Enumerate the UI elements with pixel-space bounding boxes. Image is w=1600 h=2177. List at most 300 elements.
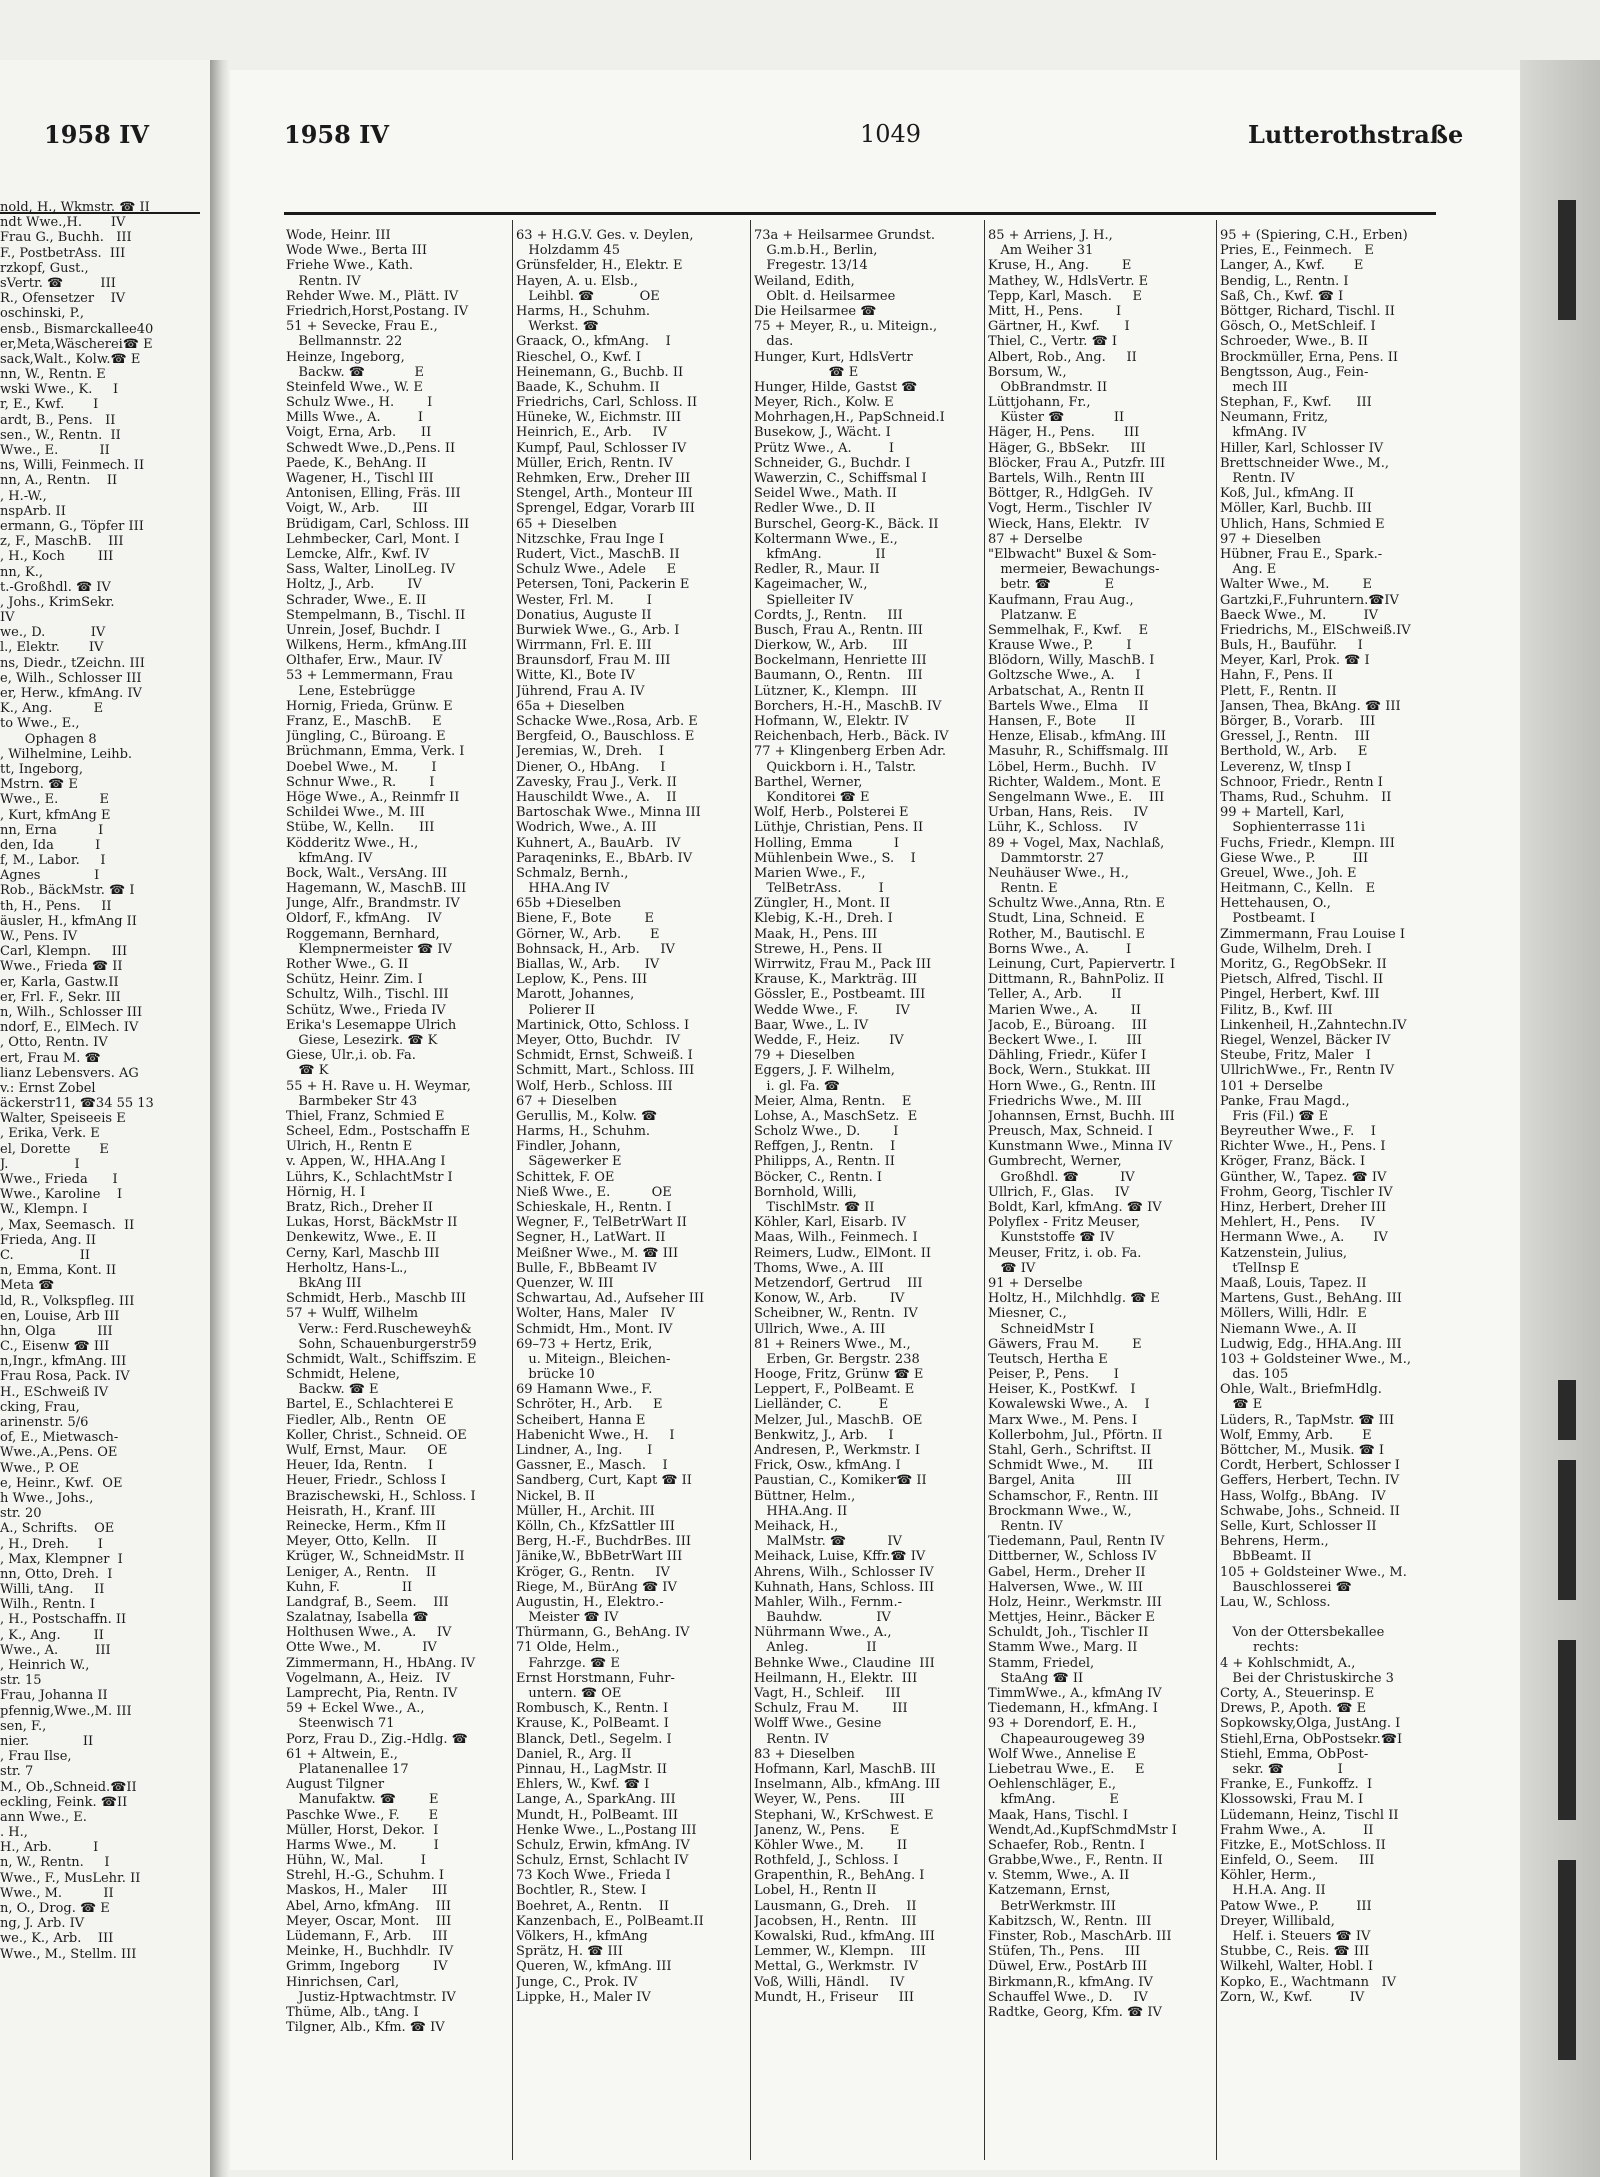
directory-entry: F., PostbetrAss. III: [0, 245, 126, 261]
directory-entry: Eggers, J. F. Wilhelm,: [754, 1063, 895, 1079]
directory-entry: Sägewerker E: [516, 1154, 622, 1170]
directory-entry: K., Ang. E: [0, 701, 104, 717]
directory-entry: Rehmken, Erw., Dreher III: [516, 471, 691, 486]
directory-entry: Hahn, F., Pens. II: [1220, 668, 1333, 684]
directory-entry: Frau, Johanna II: [0, 1688, 108, 1704]
directory-entry: Pinnau, H., LagMstr. II: [516, 1761, 668, 1777]
directory-entry: ensb., Bismarckallee40: [0, 321, 154, 337]
directory-entry: Grimm, Ingeborg IV: [286, 1959, 448, 1975]
directory-entry: ☎ E: [1220, 1397, 1263, 1413]
directory-entry: n, W., Rentn. I: [0, 1855, 110, 1871]
directory-entry: Düwel, Erw., PostArb III: [988, 1959, 1148, 1975]
directory-entry: SchneidMstr I: [988, 1321, 1095, 1337]
directory-entry: str. 20: [0, 1506, 42, 1522]
directory-entry: Drews, P., Apoth. ☎ E: [1220, 1701, 1367, 1717]
directory-entry: Erika's Lesemappe Ulrich: [286, 1017, 457, 1033]
directory-entry: Jüngling, C., Büroang. E: [286, 729, 446, 745]
directory-entry: Thiel, C., Vertr. ☎ I: [988, 334, 1118, 350]
directory-entry: Filitz, B., Kwf. III: [1220, 1002, 1333, 1018]
directory-entry: 95 + (Spiering, C.H., Erben): [1220, 228, 1408, 243]
left-page-header: 1958 IV: [44, 120, 149, 149]
directory-entry: Landgraf, B., Seem. III: [286, 1594, 449, 1610]
directory-entry: Wulf, Ernst, Maur. OE: [286, 1443, 448, 1458]
directory-entry: Wwe., M. II: [0, 1885, 114, 1901]
directory-entry: Birkmann,R., kfmAng. IV: [988, 1974, 1153, 1990]
directory-entry: Henze, Elisab., kfmAng. III: [988, 729, 1166, 745]
directory-entry: we., D. IV: [0, 625, 106, 641]
directory-entry: 4 + Kohlschmidt, A.,: [1220, 1655, 1356, 1671]
directory-entry: Richter Wwe., H., Pens. I: [1220, 1139, 1386, 1155]
directory-entry: Kageimacher, W.,: [754, 577, 868, 593]
directory-entry: Borchers, H.-H., MaschB. IV: [754, 698, 942, 714]
directory-entry: Gerullis, M., Kolw. ☎: [516, 1108, 658, 1124]
directory-entry: 67 + Dieselben: [516, 1093, 617, 1109]
directory-entry: Lau, W., Schloss.: [1220, 1594, 1331, 1610]
directory-entry: eckling, Feink. ☎II: [0, 1794, 128, 1810]
directory-entry: Reffgen, J., Rentn. I: [754, 1139, 896, 1155]
directory-entry: Voß, Willi, Händl. IV: [754, 1974, 905, 1990]
directory-entry: Wedde, F., Heiz. IV: [754, 1032, 904, 1048]
directory-entry: Pietsch, Alfred, Tischl. II: [1220, 972, 1384, 988]
directory-entry: Wolff Wwe., Gesine: [754, 1716, 882, 1732]
directory-entry: Antonisen, Elling, Fräs. III: [286, 486, 461, 502]
directory-entry: Lobel, H., Rentn II: [754, 1883, 877, 1899]
directory-entry: Brüchmann, Emma, Verk. I: [286, 744, 465, 760]
directory-entry: Schieskale, H., Rentn. I: [516, 1200, 672, 1215]
directory-entry: Rentn. IV: [988, 1518, 1063, 1534]
directory-entry: Fuchs, Friedr., Klempn. III: [1220, 835, 1395, 851]
directory-entry: Porz, Frau D., Zig.-Hdlg. ☎: [286, 1731, 468, 1747]
directory-entry: Plett, F., Rentn. II: [1220, 683, 1337, 699]
directory-entry: Lührs, K., SchlachtMstr I: [286, 1169, 453, 1185]
directory-entry: Wester, Frl. M. I: [516, 592, 652, 608]
directory-entry: Schaefer, Rob., Rentn. I: [988, 1837, 1145, 1853]
directory-entry: we., K., Arb. III: [0, 1931, 114, 1947]
directory-entry: Wirrmann, Frl. E. III: [516, 638, 652, 654]
directory-entry: Walter Wwe., M. E: [1220, 577, 1372, 593]
directory-column-2: [516, 228, 748, 2158]
directory-entry: Beyreuther Wwe., F. I: [1220, 1124, 1376, 1140]
directory-entry: Häger, G., BbSekr. III: [988, 440, 1146, 456]
directory-entry: , Heinrich W.,: [0, 1658, 90, 1673]
directory-entry: Neuhäuser Wwe., H.,: [988, 865, 1129, 881]
directory-entry: Paraqeninks, E., BbArb. IV: [516, 850, 693, 866]
directory-entry: kfmAng. E: [988, 1792, 1119, 1808]
directory-entry: Hettehausen, O.,: [1220, 896, 1331, 912]
directory-entry: Krause, K., PolBeamt. I: [516, 1716, 669, 1732]
book-gutter: [210, 60, 230, 2177]
directory-entry: Biene, F., Bote E: [516, 911, 654, 927]
directory-entry: 57 + Wulff, Wilhelm: [286, 1306, 419, 1322]
directory-entry: Heisrath, H., Kranf. III: [286, 1503, 436, 1519]
directory-entry: Denkewitz, Wwe., E. II: [286, 1230, 437, 1246]
directory-entry: Bohnsack, H., Arb. IV: [516, 941, 675, 957]
directory-entry: Cordts, J., Rentn. III: [754, 607, 903, 623]
directory-column-5: [1220, 228, 1446, 2158]
directory-entry: Gressel, J., Rentn. III: [1220, 729, 1370, 745]
directory-entry: Greuel, Wwe., Joh. E: [1220, 865, 1357, 881]
directory-entry: 61 + Altwein, E.,: [286, 1746, 398, 1762]
directory-entry: Sophienterrasse 11i: [1220, 820, 1366, 836]
directory-entry: Häger, H., Pens. III: [988, 425, 1140, 441]
directory-entry: Friedrichs, Carl, Schloss. II: [516, 395, 698, 411]
directory-entry: Hübner, Frau E., Spark.-: [1220, 546, 1383, 562]
directory-entry: Hayen, A. u. Elsb.,: [516, 273, 638, 289]
directory-entry: Seidel Wwe., Math. II: [754, 486, 897, 502]
directory-entry: , Kurt, kfmAng E: [0, 807, 111, 823]
directory-entry: Dierkow, W., Arb. III: [754, 638, 908, 654]
directory-entry: , H., Postschaffn. II: [0, 1612, 127, 1628]
directory-entry: Boldt, Karl, kfmAng. ☎ IV: [988, 1200, 1162, 1215]
directory-entry: Cordt, Herbert, Schlosser I: [1220, 1458, 1400, 1474]
directory-entry: Böttger, R., HdlgGeh. IV: [988, 486, 1153, 502]
directory-entry: H., ESchweiß IV: [0, 1384, 109, 1400]
directory-entry: Wolf, Herb., Polsterei E: [754, 805, 909, 821]
directory-entry: Schulz, Frau M. III: [754, 1701, 908, 1717]
directory-entry: Höge Wwe., A., Reinmfr II: [286, 789, 460, 805]
directory-entry: Backw. ☎ E: [286, 1382, 379, 1398]
directory-entry: Behnke Wwe., Claudine III: [754, 1655, 935, 1671]
directory-entry: sekr. ☎ I: [1220, 1761, 1343, 1777]
directory-entry: Koller, Christ., Schneid. OE: [286, 1427, 467, 1443]
directory-entry: Leverenz, W, tInsp I: [1220, 759, 1352, 775]
directory-entry: Quenzer, W. III: [516, 1275, 614, 1291]
directory-entry: ardt, B., Pens. II: [0, 412, 116, 428]
directory-entry: Kanzenbach, E., PolBeamt.II: [516, 1913, 704, 1929]
directory-entry: , H., Koch III: [0, 549, 114, 565]
directory-entry: Dittmann, R., BahnPoliz. II: [988, 972, 1165, 988]
directory-entry: Wolf, Herb., Schloss. III: [516, 1078, 673, 1094]
directory-entry: Harms Wwe., M. I: [286, 1837, 439, 1853]
directory-entry: Janenz, W., Pens. E: [754, 1822, 900, 1838]
directory-entry: Kruse, H., Ang. E: [988, 258, 1132, 274]
directory-entry: Bartels Wwe., Elma II: [988, 698, 1149, 714]
directory-entry: Klebig, K.-H., Dreh. I: [754, 911, 893, 927]
directory-entry: Wwe., M., Stellm. III: [0, 1946, 137, 1962]
directory-entry: 73 Koch Wwe., Frieda I: [516, 1868, 671, 1884]
directory-entry: Justiz-Hptwachtmstr. IV: [286, 1989, 456, 2005]
directory-entry: Dähling, Friedr., Küfer I: [988, 1048, 1147, 1064]
directory-entry: Baeck Wwe., M. IV: [1220, 607, 1379, 623]
directory-entry: H.H.A. Ang. II: [1220, 1883, 1326, 1899]
directory-entry: 51 + Sevecke, Frau E.,: [286, 319, 438, 335]
directory-entry: Bargel, Anita III: [988, 1473, 1132, 1489]
directory-entry: Schneider, G., Buchdr. I: [754, 455, 911, 471]
directory-entry: Grapenthin, R., BehAng. I: [754, 1868, 925, 1884]
directory-entry: 65 + Dieselben: [516, 516, 617, 532]
directory-entry: Jeremias, W., Dreh. I: [516, 744, 664, 760]
directory-entry: Ulrich, H., Rentn E: [286, 1139, 413, 1155]
directory-entry: Vogelmann, A., Heiz. IV: [286, 1670, 451, 1686]
directory-entry: Junge, Alfr., Brandmstr. IV: [286, 896, 460, 912]
directory-entry: u. Miteign., Bleichen-: [516, 1351, 671, 1367]
directory-entry: R., Ofensetzer IV: [0, 291, 126, 307]
directory-entry: H., Arb. I: [0, 1840, 99, 1856]
directory-entry: Neumann, Fritz,: [1220, 410, 1329, 426]
directory-entry: nn, Erna I: [0, 822, 104, 838]
directory-entry: Kabitzsch, W., Rentn. III: [988, 1913, 1152, 1929]
directory-entry: Kollerbohm, Jul., Pförtn. II: [988, 1427, 1163, 1443]
directory-entry: Wwe., Frieda ☎ II: [0, 959, 123, 975]
directory-entry: ndorf, E., ElMech. IV: [0, 1020, 139, 1036]
directory-entry: Inselmann, Alb., kfmAng. III: [754, 1777, 941, 1793]
directory-entry: Junge, C., Prok. IV: [516, 1974, 638, 1990]
directory-entry: Goltzsche Wwe., A. I: [988, 668, 1141, 684]
directory-entry: Geffers, Herbert, Techn. IV: [1220, 1473, 1400, 1489]
directory-entry: Miesner, C.,: [988, 1306, 1067, 1322]
directory-entry: Berthold, W., Arb. E: [1220, 744, 1368, 760]
directory-entry: Voigt, W., Arb. III: [286, 501, 428, 517]
directory-entry: Teller, A., Arb. II: [988, 987, 1122, 1003]
directory-entry: Carl, Klempn. III: [0, 944, 128, 960]
directory-entry: Petersen, Toni, Packerin E: [516, 577, 690, 593]
directory-entry: Werkst. ☎: [516, 319, 599, 335]
directory-entry: BkAng III: [286, 1275, 362, 1291]
directory-entry: n, Wilh., Schlosser III: [0, 1004, 143, 1020]
directory-entry: Uhlich, Hans, Schmied E: [1220, 516, 1385, 532]
directory-entry: BbBeamt. II: [1220, 1549, 1312, 1565]
directory-entry: 65b +Dieselben: [516, 896, 622, 912]
directory-entry: äusler, H., kfmAng II: [0, 913, 137, 929]
directory-entry: hn, Olga III: [0, 1323, 113, 1339]
directory-entry: Rentn. IV: [1220, 471, 1295, 486]
directory-entry: Harms, H., Schuhm.: [516, 1124, 651, 1140]
directory-entry: Teutsch, Hertha E: [988, 1351, 1108, 1367]
directory-entry: Holling, Emma I: [754, 835, 899, 851]
directory-entry: Blödorn, Willy, MaschB. I: [988, 653, 1155, 669]
directory-entry: Wieck, Hans, Elektr. IV: [988, 516, 1150, 532]
directory-entry: ns, Diedr., tZeichn. III: [0, 655, 145, 671]
directory-entry: Bochtler, R., Stew. I: [516, 1883, 647, 1899]
directory-entry: C., Eisenw ☎ III: [0, 1339, 110, 1355]
directory-entry: Gartzki,F.,Fuhruntern.☎IV: [1220, 592, 1399, 608]
directory-entry: Konow, W., Arb. IV: [754, 1291, 905, 1307]
directory-entry: Lene, Estebrügge: [286, 683, 416, 699]
directory-entry: Richter, Waldem., Mont. E: [988, 774, 1161, 790]
directory-entry: z, F., MaschB. III: [0, 534, 124, 550]
directory-entry: Sopkowsky,Olga, JustAng. I: [1220, 1716, 1401, 1732]
directory-entry: 91 + Derselbe: [988, 1275, 1083, 1291]
directory-entry: Oblt. d. Heilsarmee: [754, 288, 896, 304]
directory-entry: Busekow, J., Wächt. I: [754, 425, 891, 441]
directory-entry: Harms, H., Schuhm.: [516, 303, 651, 319]
directory-entry: Verw.: Ferd.Ruscheweyh&: [286, 1321, 472, 1337]
directory-entry: , Johs., KrimSekr.: [0, 594, 115, 610]
directory-entry: nn, A., Rentn. II: [0, 473, 118, 489]
directory-column-3: [754, 228, 982, 2158]
directory-entry: Ehlers, W., Kwf. ☎ I: [516, 1777, 650, 1793]
directory-entry: M., Ob.,Schneid.☎II: [0, 1779, 137, 1795]
directory-entry: ☎ E: [754, 364, 859, 380]
directory-entry: Hinrichsen, Carl,: [286, 1974, 400, 1990]
directory-entry: Rieschel, O., Kwf. I: [516, 349, 641, 365]
directory-entry: Bei der Christuskirche 3: [1220, 1670, 1394, 1686]
directory-entry: Riegel, Wenzel, Bäcker IV: [1220, 1032, 1391, 1048]
directory-entry: Schmidt, Hm., Mont. IV: [516, 1321, 673, 1337]
directory-entry: sVertr. ☎ III: [0, 275, 116, 291]
directory-entry: Marien Wwe., A. II: [988, 1002, 1142, 1018]
directory-entry: of, E., Mietwasch-: [0, 1430, 119, 1446]
directory-entry: Oldorf, F., kfmAng. IV: [286, 911, 442, 927]
directory-entry: 69–73 + Hertz, Erik,: [516, 1336, 653, 1352]
directory-entry: Meinke, H., Buchhdlr. IV: [286, 1944, 454, 1960]
directory-entry: Paustian, C., Komiker☎ II: [754, 1473, 927, 1489]
directory-entry: 65a + Dieselben: [516, 698, 625, 714]
directory-entry: Anleg. II: [754, 1640, 877, 1656]
directory-entry: Thürmann, G., BehAng. IV: [516, 1625, 690, 1641]
directory-entry: nier. II: [0, 1733, 94, 1749]
column-divider: [750, 220, 751, 2160]
directory-entry: Oehlenschläger, E.,: [988, 1777, 1117, 1793]
directory-entry: Wode, Heinr. III: [286, 228, 391, 243]
directory-entry: , H., Dreh. I: [0, 1536, 103, 1552]
directory-entry: Sprätz, H. ☎ III: [516, 1944, 623, 1960]
directory-entry: Küster ☎ II: [988, 410, 1125, 426]
directory-entry: Franke, E., Funkoffz. I: [1220, 1777, 1373, 1793]
directory-entry: Borsum, W.,: [988, 364, 1067, 380]
directory-entry: Baade, K., Schuhm. II: [516, 379, 660, 395]
edge-shadow: [1558, 1460, 1576, 1600]
directory-entry: Gärtner, H., Kwf. I: [988, 319, 1130, 335]
directory-entry: Lindner, A., Ing. I: [516, 1443, 653, 1458]
directory-entry: Stüfen, Th., Pens. III: [988, 1944, 1141, 1960]
directory-entry: Rentn. E: [988, 881, 1058, 897]
directory-entry: Rombusch, K., Rentn. I: [516, 1701, 669, 1717]
directory-entry: den, Ida I: [0, 837, 101, 853]
directory-entry: Schmidt Wwe., M. III: [988, 1458, 1154, 1474]
directory-entry: Witte, Kl., Bote IV: [516, 668, 635, 684]
directory-entry: Fitzke, E., MotSchloss. II: [1220, 1837, 1386, 1853]
directory-entry: 69 Hamann Wwe., F.: [516, 1382, 653, 1398]
directory-entry: brücke 10: [516, 1367, 595, 1383]
directory-entry: Masuhr, R., Schiffsmalg. III: [988, 744, 1169, 760]
directory-entry: Preusch, Max, Schneid. I: [988, 1124, 1153, 1140]
directory-entry: das.: [754, 334, 794, 350]
column-divider: [1216, 220, 1217, 2160]
directory-entry: Schnoor, Friedr., Rentn I: [1220, 774, 1383, 790]
directory-entry: Schütz, Heinr. Zim. I: [286, 972, 423, 988]
directory-entry: Leihbl. ☎ OE: [516, 288, 660, 304]
directory-entry: Wwe., Frieda I: [0, 1172, 118, 1187]
directory-entry: Stempelmann, B., Tischl. II: [286, 607, 466, 623]
directory-entry: Sprengel, Edgar, Vorarb III: [516, 501, 695, 517]
directory-entry: Rothfeld, J., Schloss. I: [754, 1853, 899, 1869]
directory-entry: Burschel, Georg-K., Bäck. II: [754, 516, 939, 532]
directory-entry: , Max, Seemasch. II: [0, 1217, 135, 1233]
directory-entry: en, Louise, Arb III: [0, 1308, 120, 1324]
directory-entry: Lützner, K., Klempn. III: [754, 683, 917, 699]
directory-entry: Strewe, H., Pens. II: [754, 941, 883, 957]
directory-entry: Holthusen Wwe., A. IV: [286, 1625, 452, 1641]
directory-entry: Meyer, Karl, Prok. ☎ I: [1220, 653, 1370, 669]
directory-entry: str. 15: [0, 1673, 42, 1689]
directory-entry: 105 + Goldsteiner Wwe., M.: [1220, 1564, 1407, 1580]
directory-column-4: [988, 228, 1214, 2158]
directory-entry: ld, R., Volkspfleg. III: [0, 1293, 135, 1309]
directory-entry: Tepp, Karl, Masch. E: [988, 288, 1143, 304]
directory-entry: sen., W., Rentn. II: [0, 427, 121, 443]
directory-entry: Nickel, B. II: [516, 1488, 595, 1504]
directory-entry: Quickborn i. H., Talstr.: [754, 759, 917, 775]
directory-entry: Mitt, H., Pens. I: [988, 303, 1122, 319]
directory-entry: StaAng ☎ II: [988, 1670, 1084, 1686]
directory-entry: 73a + Heilsarmee Grundst.: [754, 228, 935, 243]
directory-entry: Köhler, Herm.,: [1220, 1868, 1317, 1884]
directory-entry: Bauhdw. IV: [754, 1610, 891, 1626]
directory-entry: Lühr, K., Schloss. IV: [988, 820, 1138, 836]
directory-entry: Lange, A., SparkAng. III: [516, 1792, 676, 1808]
directory-entry: Wwe., A. III: [0, 1642, 111, 1658]
directory-entry: Schultz Wwe.,Anna, Rtn. E: [988, 896, 1166, 912]
directory-entry: Gäwers, Frau M. E: [988, 1336, 1142, 1352]
directory-entry: Pries, E., Feinmech. E: [1220, 243, 1374, 259]
directory-entry: W., Klempn. I: [0, 1202, 88, 1218]
directory-entry: Schulz, Ernst, Schlacht IV: [516, 1853, 689, 1869]
directory-entry: 55 + H. Rave u. H. Weymar,: [286, 1078, 471, 1094]
directory-entry: Polierer II: [516, 1002, 595, 1018]
directory-entry: Halversen, Wwe., W. III: [988, 1579, 1143, 1595]
directory-entry: Postbeamt. I: [1220, 911, 1316, 927]
directory-entry: Niemann Wwe., A. II: [1220, 1321, 1357, 1337]
directory-entry: rzkopf, Gust.,: [0, 260, 89, 276]
directory-entry: Doebel Wwe., M. I: [286, 759, 437, 775]
directory-entry: Herholtz, Hans-L.,: [286, 1260, 408, 1276]
directory-entry: Bartels, Wilh., Rentn III: [988, 471, 1145, 486]
directory-entry: Böcker, C., Rentn. I: [754, 1169, 883, 1185]
directory-entry: Chapeaurougeweg 39: [988, 1731, 1145, 1747]
directory-entry: ann Wwe., E.: [0, 1809, 87, 1825]
directory-entry: Gabel, Herm., Dreher II: [988, 1564, 1146, 1580]
directory-entry: Jänike,W., BbBetrWart III: [516, 1549, 683, 1565]
directory-entry: Schmidt, Helene,: [286, 1367, 400, 1383]
directory-entry: Hooge, Fritz, Grünw ☎ E: [754, 1367, 924, 1383]
directory-entry: Holzdamm 45: [516, 243, 620, 259]
directory-entry: Baumann, O., Rentn. III: [754, 668, 923, 684]
directory-entry: Zimmermann, H., HbAng. IV: [286, 1655, 476, 1671]
directory-entry: Walter, Speiseeis E: [0, 1111, 126, 1127]
directory-entry: Lüdemann, F., Arb. III: [286, 1929, 448, 1944]
directory-entry: Meyer, Rich., Kolw. E: [754, 395, 894, 411]
directory-entry: sack,Walt., Kolw.☎ E: [0, 351, 141, 367]
directory-entry: Olthafer, Erw., Maur. IV: [286, 653, 443, 669]
directory-entry: Lehmbecker, Carl, Mont. I: [286, 531, 460, 547]
directory-entry: Mundt, H., Friseur III: [754, 1989, 915, 2005]
directory-entry: ert, Frau M. ☎: [0, 1050, 101, 1066]
directory-entry: Wendt,Ad.,KupfSchmdMstr I: [988, 1822, 1177, 1838]
directory-entry: 79 + Dieselben: [754, 1048, 855, 1064]
directory-entry: Schmidt, Herb., Maschb III: [286, 1291, 467, 1307]
directory-entry: er, Karla, Gastw.II: [0, 974, 119, 990]
directory-entry: Fregestr. 13/14: [754, 258, 868, 274]
directory-entry: Ernst Horstmann, Fuhr-: [516, 1670, 675, 1686]
directory-entry: Lohse, A., MaschSetz. E: [754, 1108, 918, 1124]
directory-entry: Queren, W., kfmAng. III: [516, 1959, 672, 1975]
directory-entry: Polyflex - Fritz Meuser,: [988, 1215, 1141, 1231]
directory-entry: Donatius, Auguste II: [516, 607, 652, 623]
directory-entry: Mundt, H., PolBeamt. III: [516, 1807, 679, 1823]
directory-entry: Wagener, H., Tischl III: [286, 471, 434, 486]
directory-entry: er, Frl. F., Sekr. III: [0, 989, 121, 1005]
directory-entry: Wirrwitz, Frau M., Pack III: [754, 957, 932, 972]
directory-entry: Maak, H., Pens. III: [754, 926, 878, 942]
directory-entry: Stahl, Gerh., Schriftst. II: [988, 1443, 1152, 1458]
directory-entry: Schmitt, Mart., Schloss. III: [516, 1063, 695, 1079]
directory-entry: Dammtorstr. 27: [988, 850, 1104, 866]
directory-entry: 89 + Vogel, Max, Nachlaß,: [988, 835, 1165, 851]
directory-entry: Kröger, Franz, Bäck. I: [1220, 1154, 1366, 1170]
directory-entry: Urban, Hans, Reis. IV: [988, 805, 1148, 821]
directory-entry: Holtz, H., Milchhdlg. ☎ E: [988, 1291, 1160, 1307]
